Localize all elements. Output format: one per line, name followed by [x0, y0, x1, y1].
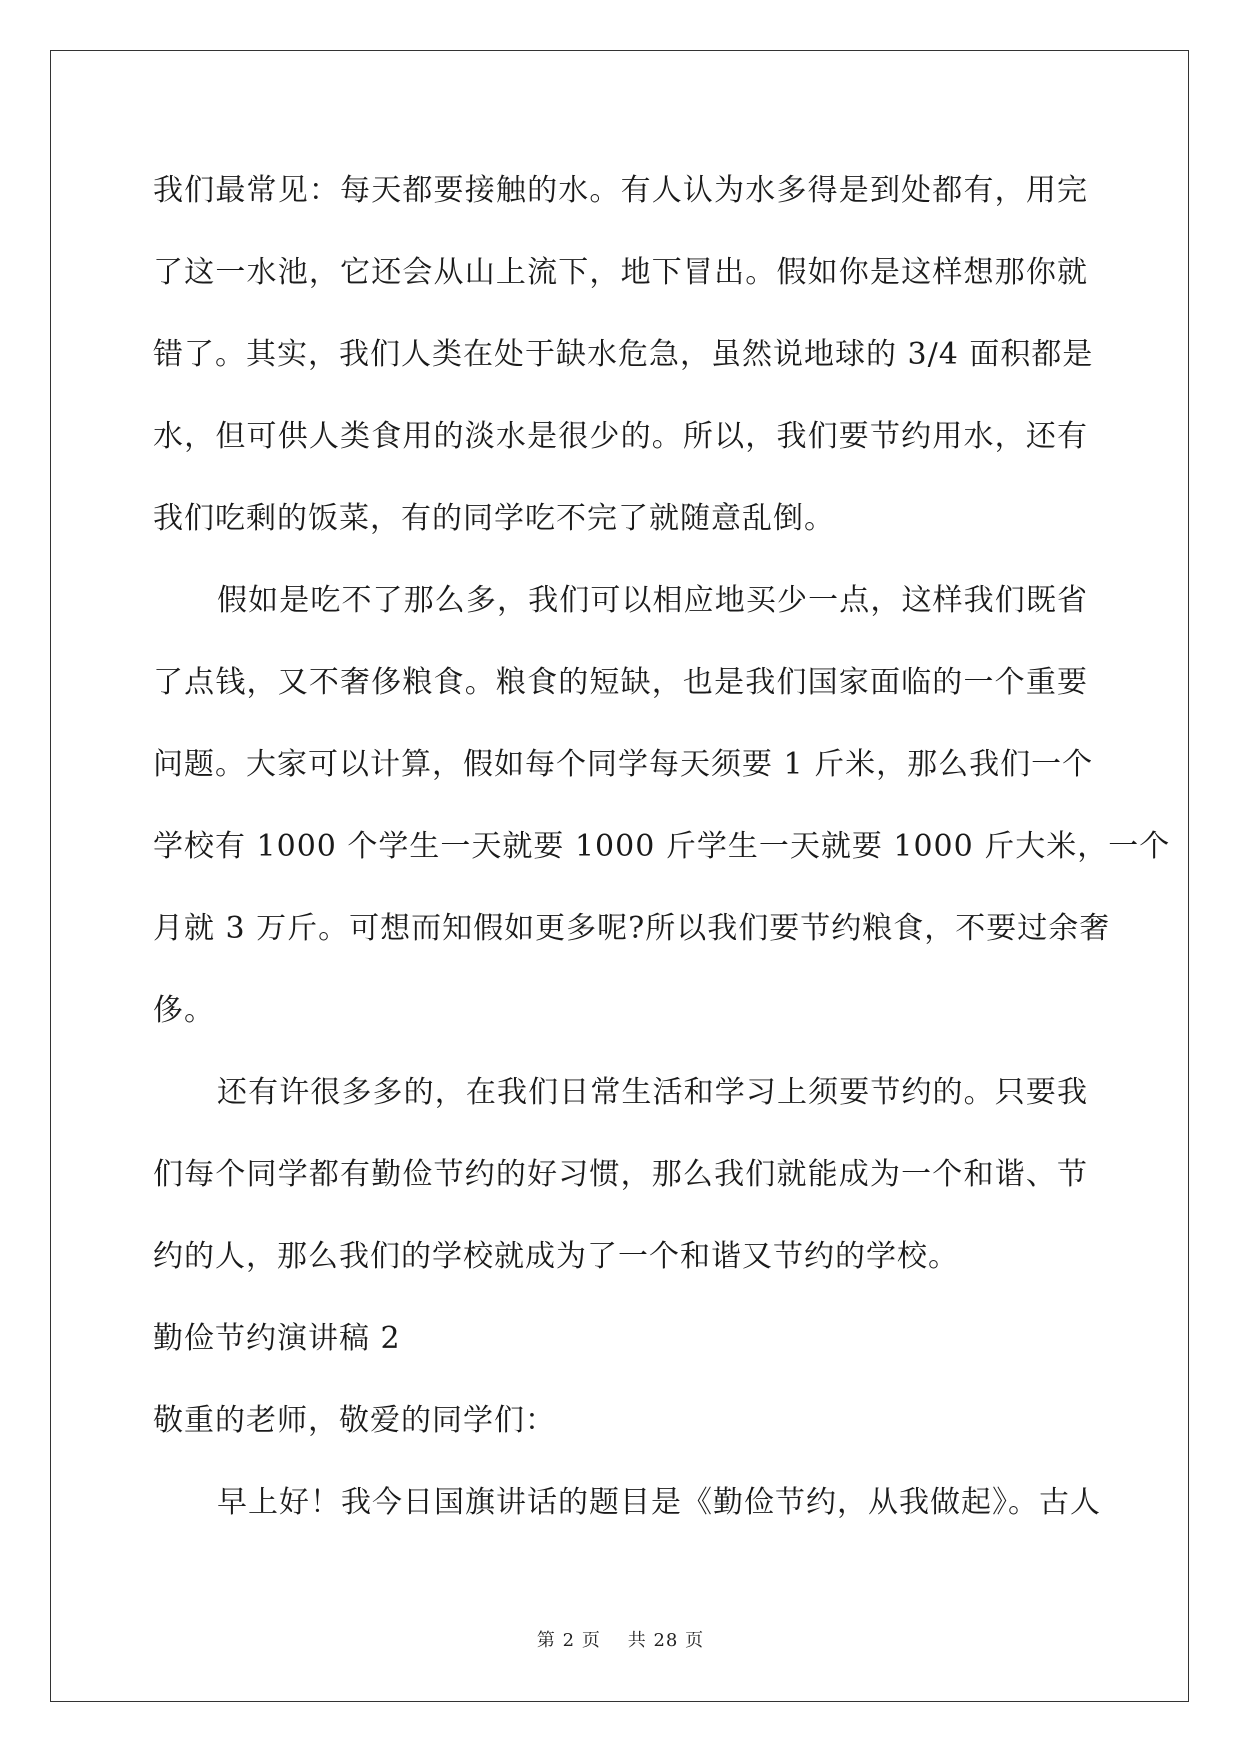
paragraph-line: 月就 3 万斤。可想而知假如更多呢?所以我们要节约粮食，不要过余奢 — [153, 911, 1111, 946]
salutation: 敬重的老师，敬爱的同学们： — [153, 1403, 556, 1438]
paragraph-line: 假如是吃不了那么多，我们可以相应地买少一点，这样我们既省 — [217, 583, 1088, 618]
page-footer — [0, 1626, 1241, 1652]
paragraph-line: 侈。 — [153, 993, 215, 1028]
paragraph-line: 水，但可供人类食用的淡水是很少的。所以，我们要节约用水，还有 — [153, 419, 1088, 454]
document-body — [153, 160, 1171, 1554]
paragraph-line: 我们最常见：每天都要接触的水。有人认为水多得是到处都有，用完 — [153, 173, 1088, 208]
paragraph-line: 了这一水池，它还会从山上流下，地下冒出。假如你是这样想那你就 — [153, 255, 1088, 290]
paragraph-line: 还有许很多多的，在我们日常生活和学习上须要节约的。只要我 — [217, 1075, 1088, 1110]
paragraph-line: 我们吃剩的饭菜，有的同学吃不完了就随意乱倒。 — [153, 501, 835, 536]
paragraph-line: 们每个同学都有勤俭节约的好习惯，那么我们就能成为一个和谐、节 — [153, 1157, 1088, 1192]
section-heading: 勤俭节约演讲稿 2 — [153, 1321, 401, 1356]
page-number: 第 2 页 — [536, 1630, 601, 1651]
paragraph-line: 问题。大家可以计算，假如每个同学每天须要 1 斤米，那么我们一个 — [153, 747, 1094, 782]
paragraph-line: 约的人，那么我们的学校就成为了一个和谐又节约的学校。 — [153, 1239, 959, 1274]
paragraph-line: 学校有 1000 个学生一天就要 1000 斤学生一天就要 1000 斤大米，一个 — [153, 829, 1171, 864]
paragraph-line: 了点钱，又不奢侈粮食。粮食的短缺，也是我们国家面临的一个重要 — [153, 665, 1088, 700]
paragraph-line: 早上好！我今日国旗讲话的题目是《勤俭节约，从我做起》。古人 — [217, 1485, 1101, 1520]
total-pages: 共 28 页 — [627, 1630, 705, 1651]
paragraph-line: 错了。其实，我们人类在处于缺水危急，虽然说地球的 3/4 面积都是 — [153, 337, 1094, 372]
